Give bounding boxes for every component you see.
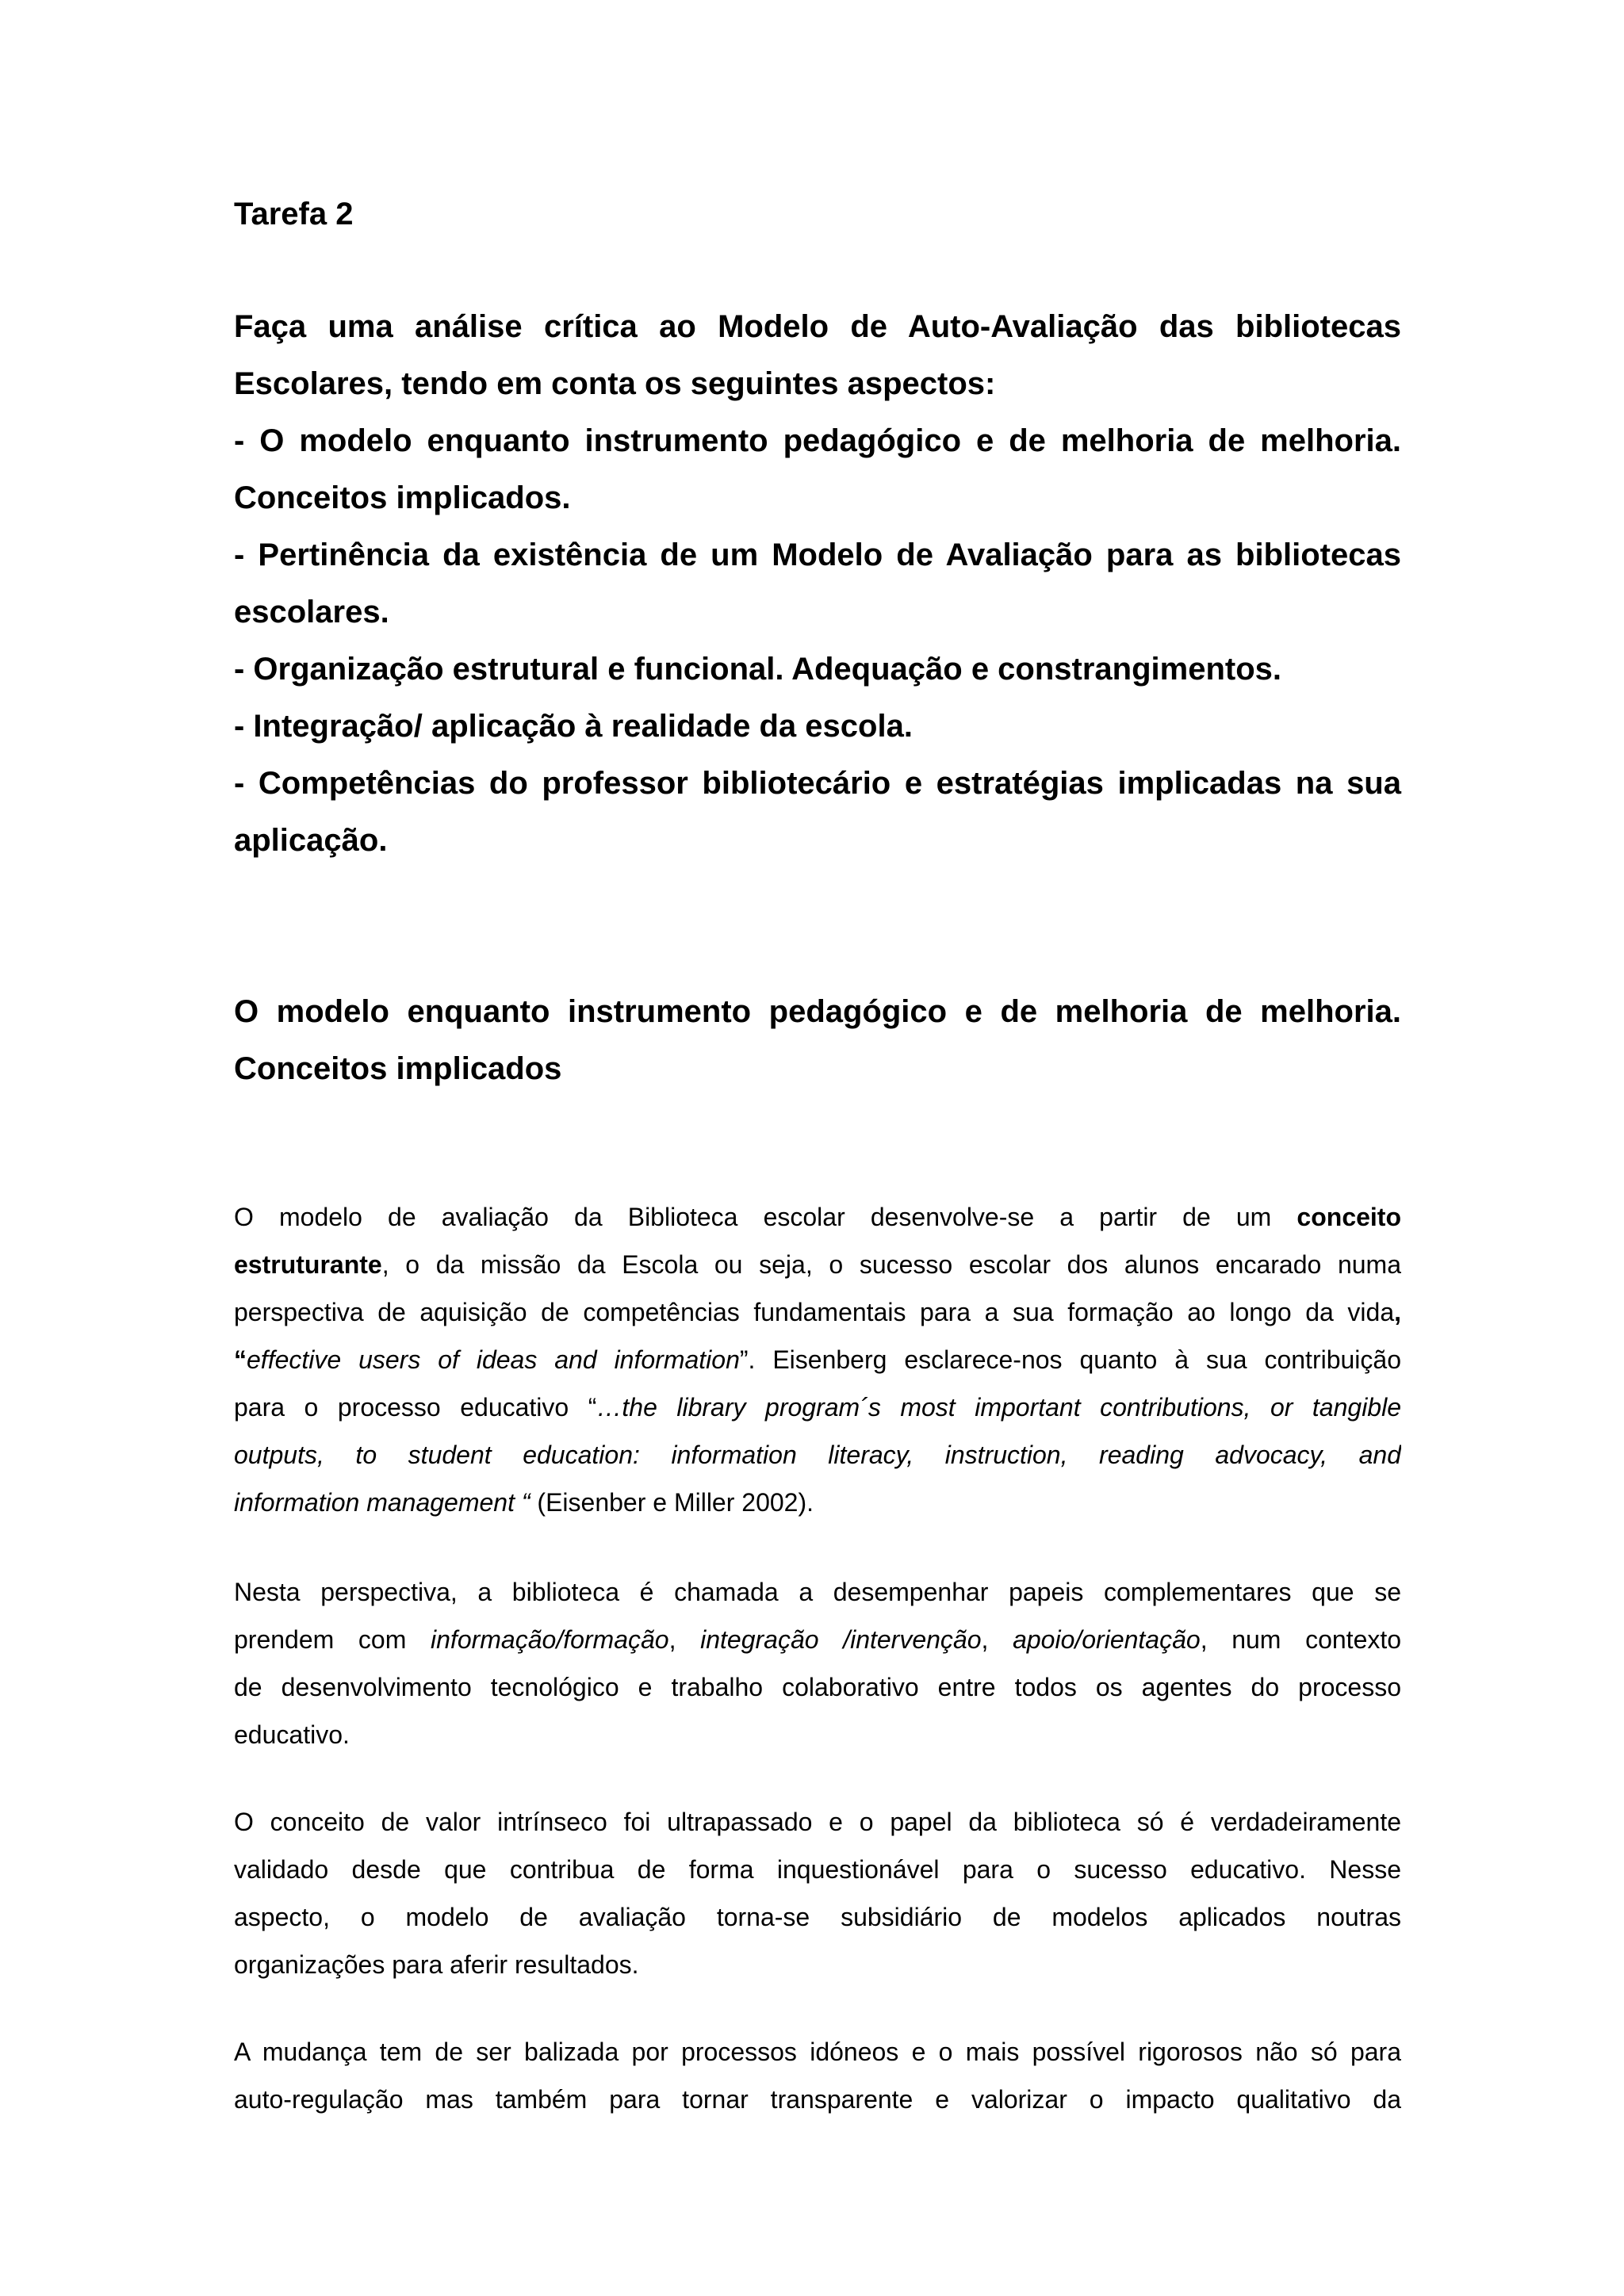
- bold-text: conceito: [1297, 1203, 1401, 1231]
- paragraph-line: [234, 1288, 1401, 1336]
- text-run: prendem com: [234, 1625, 431, 1654]
- bold-text: ,: [1394, 1298, 1401, 1326]
- paragraph-line: [234, 1431, 1401, 1479]
- text-run: , num contexto: [1200, 1625, 1401, 1654]
- italic-quote: …the library program´s most important contributions, or tangible: [596, 1393, 1401, 1422]
- text-run: ”. Eisenberg esclarece-nos quanto à sua contribuição: [739, 1345, 1401, 1374]
- text-run: perspectiva de aquisição de competências fundamentais para a sua formação ao longo da vida: [234, 1298, 1395, 1326]
- paragraph-line: de desenvolvimento tecnológico e trabalho colaborativo entre todos os agentes do processo: [234, 1673, 1401, 1701]
- paragraph-line: organizações para aferir resultados.: [234, 1950, 639, 1979]
- italic-quote: effective users of ideas and information: [247, 1345, 740, 1374]
- prompt-line: Faça uma análise crítica ao Modelo de Auto-Avaliação das bibliotecas: [234, 309, 1401, 344]
- paragraph-line: [234, 1479, 1401, 1526]
- prompt-line: Escolares, tendo em conta os seguintes aspectos:: [234, 366, 996, 401]
- paragraph-2: [234, 1568, 1401, 1758]
- italic-term: apoio/orientação: [1013, 1625, 1201, 1654]
- text-run: O modelo de avaliação da Biblioteca escolar desenvolve-se a partir de um: [234, 1203, 1297, 1231]
- section-heading-line: O modelo enquanto instrumento pedagógico e de melhoria de melhoria.: [234, 994, 1401, 1029]
- bold-text: estruturante: [234, 1250, 382, 1279]
- prompt-line: - O modelo enquanto instrumento pedagógico e de melhoria de melhoria.: [234, 423, 1401, 458]
- paragraph-line: [234, 1193, 1401, 1241]
- italic-term: informação/formação: [431, 1625, 669, 1654]
- prompt-line: - Competências do professor bibliotecário e estratégias implicadas na sua: [234, 766, 1401, 801]
- italic-term: integração /intervenção: [700, 1625, 982, 1654]
- prompt-line: Conceitos implicados.: [234, 480, 571, 515]
- task-title: Tarefa 2: [234, 197, 354, 232]
- section-heading: [234, 983, 1401, 1097]
- paragraph-line: educativo.: [234, 1720, 350, 1749]
- prompt-line: - Pertinência da existência de um Modelo de Avaliação para as bibliotecas: [234, 538, 1401, 572]
- prompt-line: aplicação.: [234, 823, 388, 858]
- paragraph-line: aspecto, o modelo de avaliação torna-se subsidiário de modelos aplicados noutras: [234, 1903, 1401, 1931]
- italic-quote: outputs, to student education: information literacy, instruction, reading advocacy, and: [234, 1441, 1401, 1469]
- text-run: para o processo educativo “: [234, 1393, 597, 1422]
- paragraph-line: [234, 1241, 1401, 1288]
- paragraph-line: validado desde que contribua de forma inquestionável para o sucesso educativo. Nesse: [234, 1855, 1401, 1884]
- bold-text: “: [234, 1345, 247, 1374]
- paragraph-line: auto-regulação mas também para tornar transparente e valorizar o impacto qualitativo da: [234, 2085, 1401, 2114]
- text-run: , o da missão da Escola ou seja, o sucesso escolar dos alunos encarado numa: [381, 1250, 1401, 1279]
- citation: (Eisenber e Miller 2002).: [530, 1488, 814, 1517]
- prompt-line: - Organização estrutural e funcional. Adequação e constrangimentos.: [234, 652, 1282, 687]
- italic-quote: information management “: [234, 1488, 530, 1517]
- text-run: ,: [668, 1625, 701, 1654]
- text-run: ,: [981, 1625, 1013, 1654]
- paragraph-3: [234, 1798, 1401, 1988]
- paragraph-line: A mudança tem de ser balizada por processos idóneos e o mais possível rigorosos não só para: [234, 2038, 1401, 2066]
- section-heading-line: Conceitos implicados: [234, 1051, 562, 1086]
- paragraph-1: [234, 1193, 1401, 1526]
- paragraph-line: O conceito de valor intrínseco foi ultrapassado e o papel da biblioteca só é verdadeiramente: [234, 1808, 1401, 1836]
- document-page: [234, 0, 1401, 2296]
- paragraph-line: [234, 1616, 1401, 1663]
- task-prompt: [234, 298, 1401, 869]
- paragraph-line: [234, 1336, 1401, 1383]
- paragraph-line: [234, 1383, 1401, 1431]
- paragraph-4: [234, 2028, 1401, 2123]
- prompt-line: escolares.: [234, 595, 389, 629]
- paragraph-line: Nesta perspectiva, a biblioteca é chamada a desempenhar papeis complementares que se: [234, 1578, 1401, 1606]
- prompt-line: - Integração/ aplicação à realidade da escola.: [234, 709, 913, 744]
